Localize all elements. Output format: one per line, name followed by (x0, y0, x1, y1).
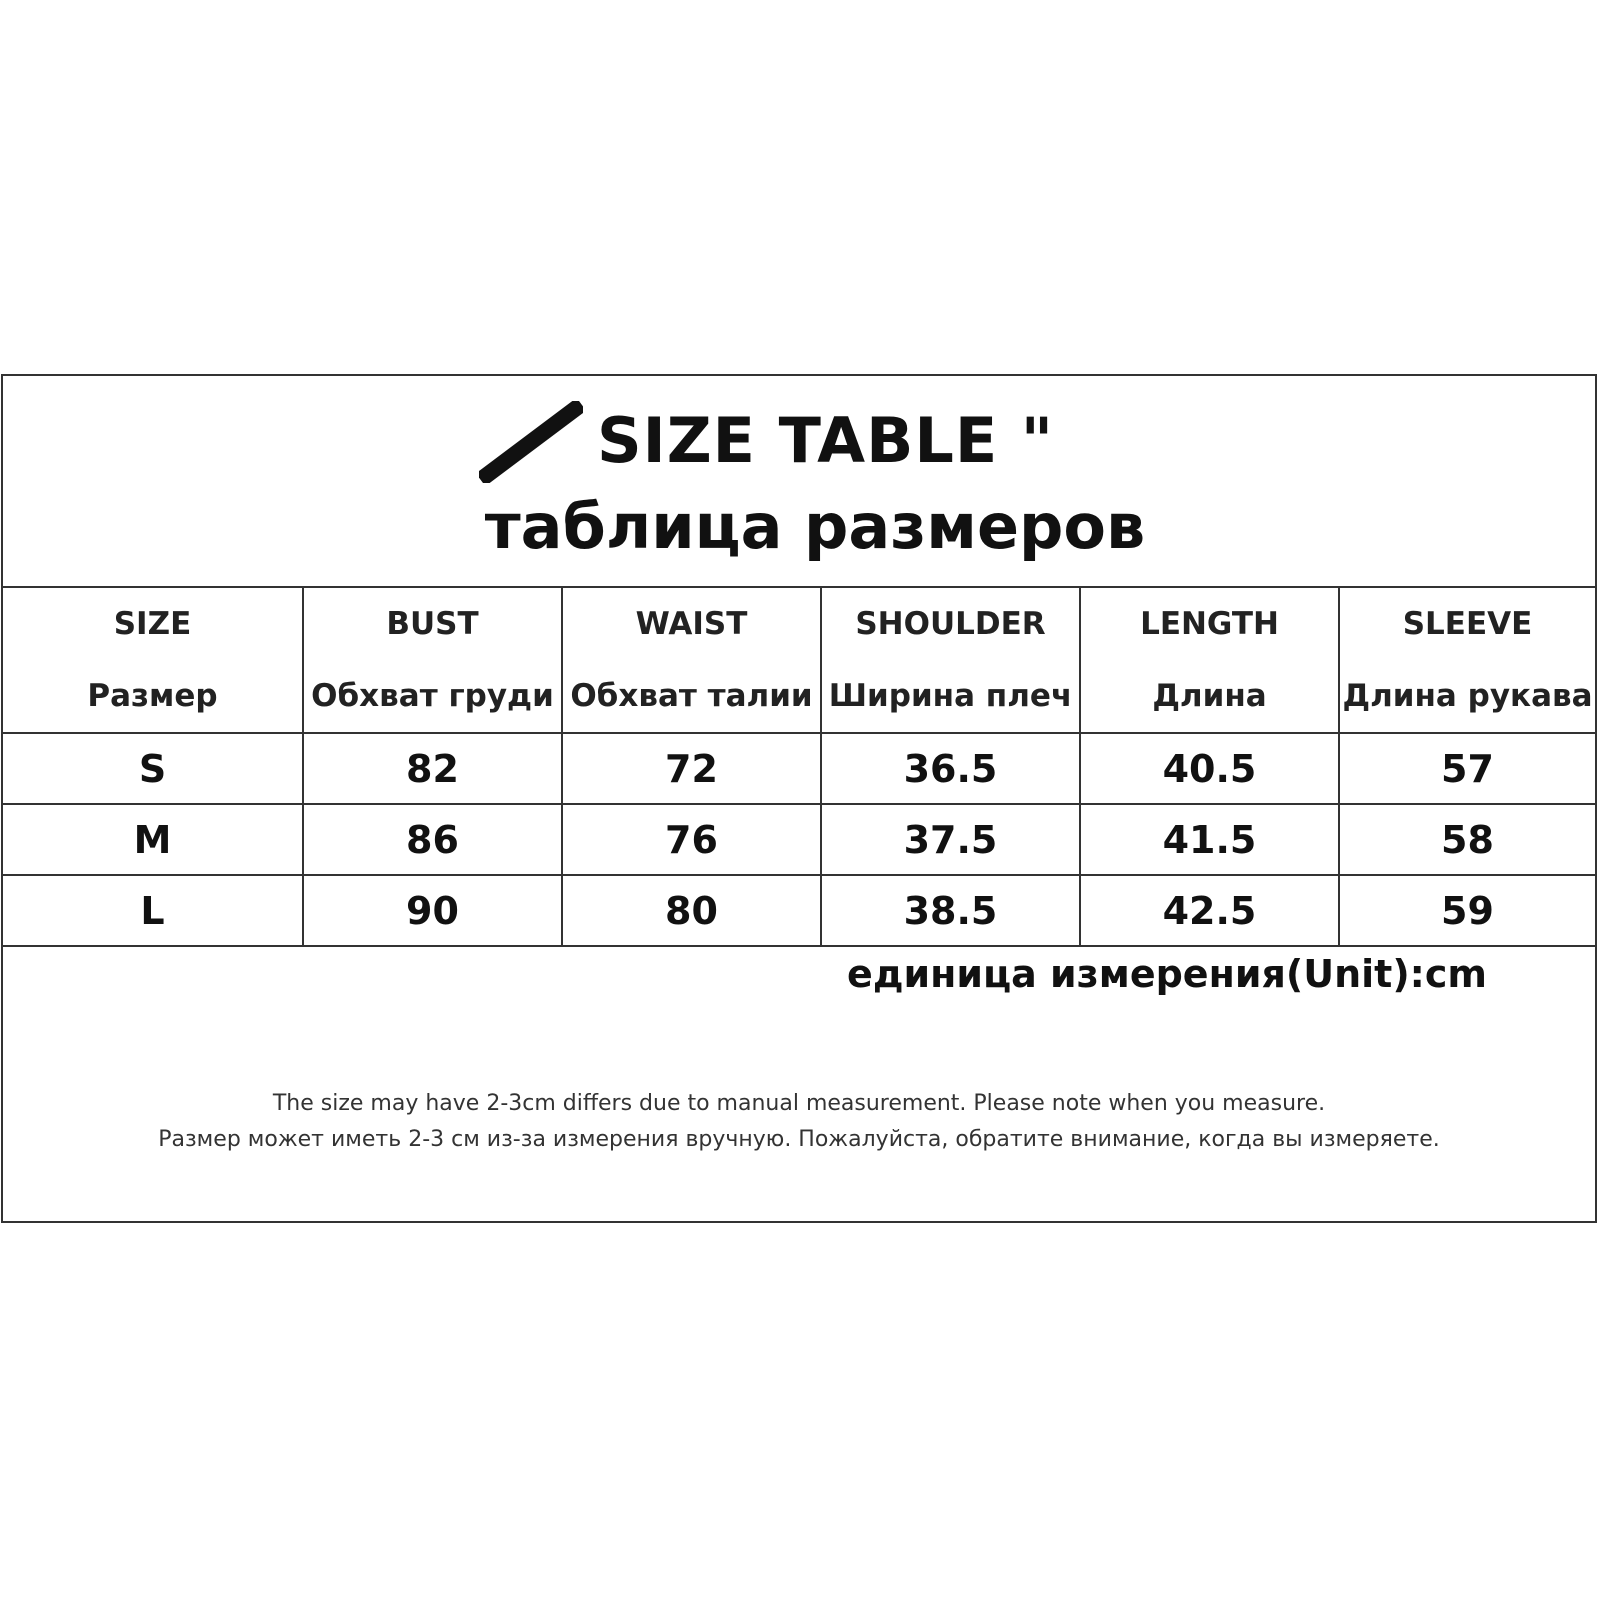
cell-shoulder: 37.5 (821, 804, 1080, 875)
note-ru: Размер может иметь 2-3 см из-за измерения вручную. Пожалуйста, обратите внимание, когда вы измеряете. (158, 1127, 1440, 1152)
cell-length: 40.5 (1080, 733, 1339, 804)
cell-size: L (3, 875, 303, 946)
header-label-ru: Обхват талии (570, 678, 813, 714)
cell-waist: 72 (562, 733, 821, 804)
page-subtitle: таблица размеров (484, 490, 1146, 563)
cell-shoulder: 36.5 (821, 733, 1080, 804)
note-en: The size may have 2-3cm differs due to manual measurement. Please note when you measure. (272, 1091, 1326, 1116)
cell-length: 42.5 (1080, 875, 1339, 946)
size-chart-frame (1, 374, 1597, 1223)
unit-note: единица измерения(Unit):cm (847, 952, 1487, 996)
table-row (3, 733, 1595, 804)
cell-shoulder: 38.5 (821, 875, 1080, 946)
header-label-ru: Размер (87, 678, 218, 714)
header-sleeve (1339, 588, 1595, 733)
header-bust (303, 588, 562, 733)
header-label-en: SLEEVE (1402, 606, 1533, 642)
page-title: SIZE TABLE " (597, 404, 1055, 477)
header-waist (562, 588, 821, 733)
header-length (1080, 588, 1339, 733)
header-label-en: WAIST (635, 606, 748, 642)
table-row (3, 875, 1595, 946)
header-label-en: SIZE (113, 606, 192, 642)
header-shoulder (821, 588, 1080, 733)
cell-bust: 82 (303, 733, 562, 804)
title-block (3, 376, 1595, 588)
cell-bust: 86 (303, 804, 562, 875)
table-header-row (3, 588, 1595, 733)
header-label-en: LENGTH (1140, 606, 1279, 642)
cell-waist: 76 (562, 804, 821, 875)
header-label-ru: Ширина плеч (828, 678, 1073, 714)
size-table (3, 588, 1595, 947)
cell-size: S (3, 733, 303, 804)
cell-waist: 80 (562, 875, 821, 946)
measurement-note (3, 1086, 1595, 1158)
cell-size: M (3, 804, 303, 875)
header-label-ru: Длина (1152, 678, 1267, 714)
header-label-ru: Длина рукава (1342, 678, 1593, 714)
cell-sleeve: 57 (1339, 733, 1595, 804)
header-label-en: SHOULDER (855, 606, 1046, 642)
table-row (3, 804, 1595, 875)
header-label-ru: Обхват груди (311, 678, 554, 714)
cell-sleeve: 59 (1339, 875, 1595, 946)
cell-bust: 90 (303, 875, 562, 946)
cell-sleeve: 58 (1339, 804, 1595, 875)
header-size (3, 588, 303, 733)
cell-length: 41.5 (1080, 804, 1339, 875)
header-label-en: BUST (386, 606, 479, 642)
slash-icon (479, 401, 583, 483)
